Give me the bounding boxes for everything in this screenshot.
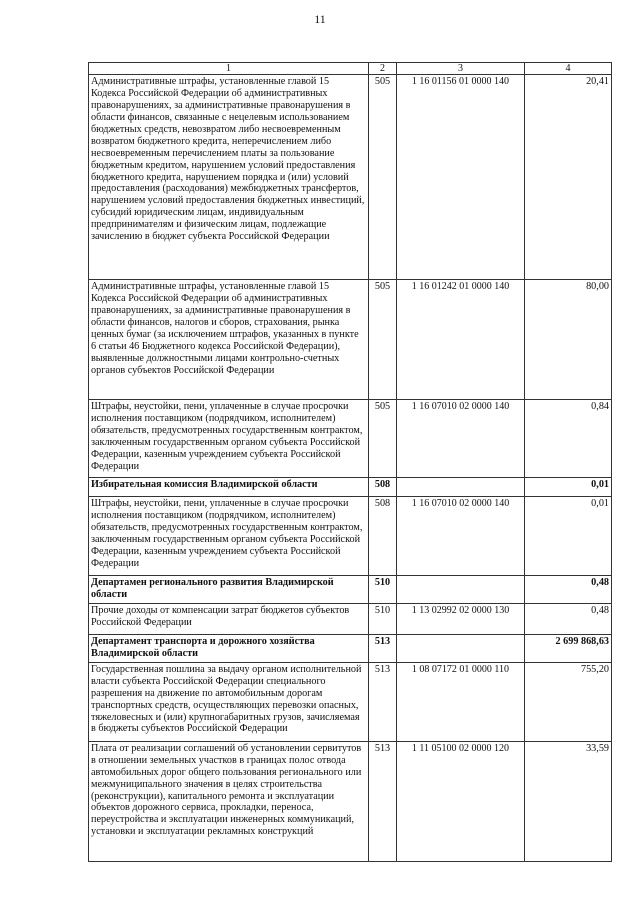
row-code-cell: 510 [369,603,397,634]
row-kbk-cell: 1 16 01242 01 0000 140 [397,280,525,400]
row-sum-cell: 0,84 [525,400,612,478]
header-col-2: 2 [369,63,397,75]
row-name-cell: Прочие доходы от компенсации затрат бюджетов субъектов Российской Федерации [89,603,369,634]
revenue-table [88,62,612,862]
table-row [89,662,612,741]
row-code-cell: 513 [369,741,397,861]
row-kbk-cell: 1 08 07172 01 0000 110 [397,662,525,741]
header-col-3: 3 [397,63,525,75]
row-code-cell: 505 [369,75,397,280]
page-number: 11 [314,12,326,26]
row-sum-cell: 0,48 [525,603,612,634]
row-sum-cell: 0,48 [525,576,612,604]
department-row [89,634,612,662]
row-sum-cell: 755,20 [525,662,612,741]
table-row [89,741,612,861]
department-row [89,478,612,497]
row-code-cell: 513 [369,662,397,741]
table-row [89,497,612,576]
table-row [89,280,612,400]
row-kbk-cell [397,634,525,662]
row-kbk-cell [397,478,525,497]
row-name-cell: Плата от реализации соглашений об установлении сервитутов в отношении земельных участков в границах полос отвода автомобильных дорог общего пользования регионального или межмуниципального значения в целях строительства (реконструкции), капитального ремонта и эксплуатации объектов дорожного сервиса, прокладки, переноса, переустройства и эксплуатации инженерных коммуникаций, установки и эксплуатации рекламных конструкций [89,741,369,861]
row-sum-cell: 33,59 [525,741,612,861]
table-header-row [89,63,612,75]
row-code-cell: 508 [369,497,397,576]
table-row [89,400,612,478]
row-code-cell: 508 [369,478,397,497]
row-name-cell: Департамент транспорта и дорожного хозяйства Владимирской области [89,634,369,662]
header-col-1: 1 [89,63,369,75]
row-name-cell: Штрафы, неустойки, пени, уплаченные в случае просрочки исполнения поставщиком (подрядчиком, исполнителем) обязательств, предусмотренных государственным контрактом, заключенным государственным органом субъекта Российской Федерации, казенным учреждением субъекта Российской Федерации [89,400,369,478]
row-sum-cell: 20,41 [525,75,612,280]
table-row [89,75,612,280]
row-name-cell: Административные штрафы, установленные главой 15 Кодекса Российской Федерации об административных правонарушениях, за административные правонарушения в области финансов, связанные с нецелевым использованием бюджетных средств, невозвратом либо несвоевременным возвратом бюджетного кредита, неперечислением либо несвоевременным перечислением платы за пользование бюджетным кредитом, нарушением условий предоставления бюджетного кредита, нарушением порядка и (или) условий предоставления (расходования) межбюджетных трансфертов, нарушением условий предоставления бюджетных инвестиций, субсидий юридическим лицам, индивидуальным предпринимателям и физическим лицам, подлежащие зачислению в бюджет субъекта Российской Федерации [89,75,369,280]
row-sum-cell: 0,01 [525,497,612,576]
row-code-cell: 505 [369,400,397,478]
row-name-cell: Административные штрафы, установленные главой 15 Кодекса Российской Федерации об административных правонарушениях, за административные правонарушения в области финансов, налогов и сборов, страхования, рынка ценных бумаг (за исключением штрафов, указанных в пункте 6 статьи 46 Бюджетного кодекса Российской Федерации), выявленные должностными лицами контрольно-счетных органов субъектов Российской Федерации [89,280,369,400]
row-kbk-cell: 1 16 01156 01 0000 140 [397,75,525,280]
row-name-cell: Государственная пошлина за выдачу органом исполнительной власти субъекта Российской Федерации специального разрешения на движение по автомобильным дорогам транспортных средств, осуществляющих перевозки опасных, тяжеловесных и (или) крупногабаритных грузов, зачисляемая в бюджеты субъектов Российской Федерации [89,662,369,741]
row-kbk-cell: 1 13 02992 02 0000 130 [397,603,525,634]
row-sum-cell: 0,01 [525,478,612,497]
row-kbk-cell: 1 16 07010 02 0000 140 [397,497,525,576]
row-name-cell: Департамен регионального развития Владимирской области [89,576,369,604]
row-kbk-cell: 1 16 07010 02 0000 140 [397,400,525,478]
row-sum-cell: 80,00 [525,280,612,400]
row-kbk-cell [397,576,525,604]
row-name-cell: Штрафы, неустойки, пени, уплаченные в случае просрочки исполнения поставщиком (подрядчиком, исполнителем) обязательств, предусмотренных государственным контрактом, заключенным государственным органом субъекта Российской Федерации, казенным учреждением субъекта Российской Федерации [89,497,369,576]
row-kbk-cell: 1 11 05100 02 0000 120 [397,741,525,861]
row-name-cell: Избирательная комиссия Владимирской области [89,478,369,497]
row-code-cell: 510 [369,576,397,604]
row-code-cell: 505 [369,280,397,400]
row-code-cell: 513 [369,634,397,662]
row-sum-cell: 2 699 868,63 [525,634,612,662]
table-row [89,603,612,634]
department-row [89,576,612,604]
header-col-4: 4 [525,63,612,75]
